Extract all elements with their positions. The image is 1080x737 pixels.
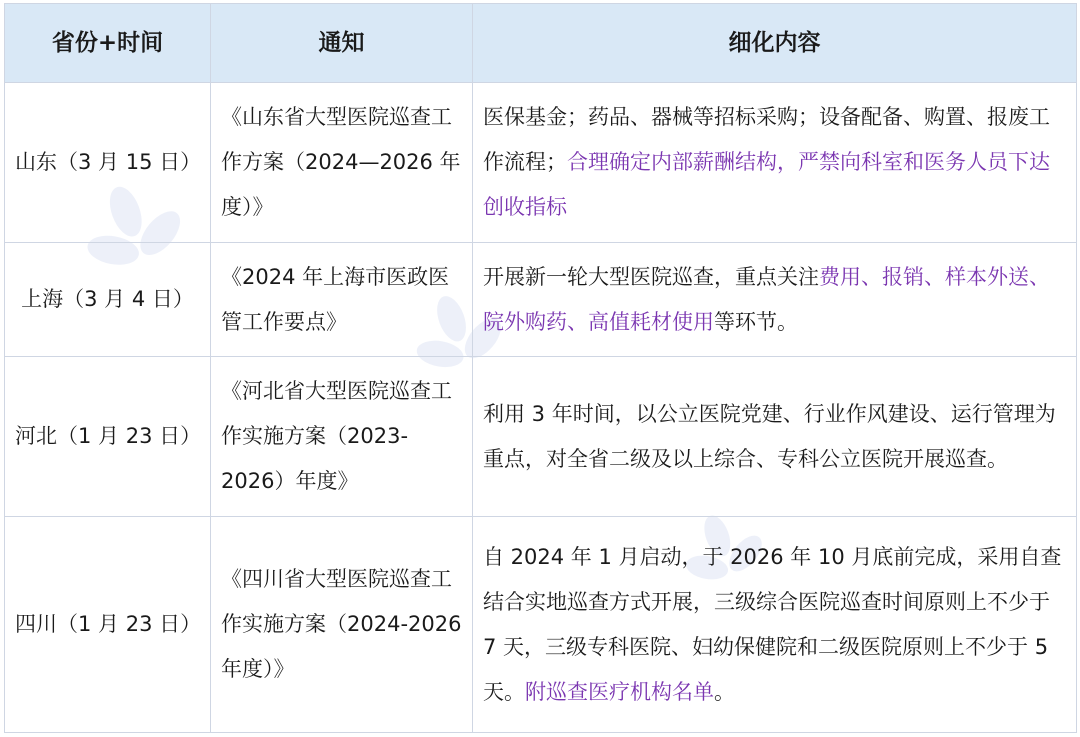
- content-text: 利用 3 年时间，以公立医院党建、行业作风建设、运行管理为重点，对全省二级及以上综合、专科公立医院开展巡查。: [483, 401, 1056, 471]
- province-cell: 山东（3 月 15 日）: [5, 83, 211, 243]
- table-row: [5, 357, 1077, 517]
- notice-cell: 《2024 年上海市医政医管工作要点》: [211, 243, 473, 357]
- table-row: [5, 83, 1077, 243]
- content-text: 。: [714, 679, 735, 704]
- content-cell: [473, 357, 1077, 517]
- notice-cell: 《四川省大型医院巡查工作实施方案（2024-2026 年度）》: [211, 517, 473, 733]
- content-text: 自 2024 年 1 月启动，于 2026 年 10 月底前完成，采用自查结合实地巡查方式开展，三级综合医院巡查时间原则上不少于 7 天，三级专科医院、妇幼保健院和二级医院原则上不少于 5 天。: [483, 544, 1062, 704]
- content-text: 医保基金；药品、器械等招标采购；设备配备、购置、报废工作流程；: [483, 105, 1050, 174]
- content-text: 等环节。: [714, 309, 798, 334]
- province-cell: 河北（1 月 23 日）: [5, 357, 211, 517]
- notice-cell: 《河北省大型医院巡查工作实施方案（2023-2026）年度》: [211, 357, 473, 517]
- notice-cell: 《山东省大型医院巡查工作方案（2024—2026 年度）》: [211, 83, 473, 243]
- content-text: 开展新一轮大型医院巡查，重点关注: [483, 264, 819, 289]
- highlighted-text: 费用、报销、样本外送、院外购药、高值耗材使用: [483, 264, 1050, 334]
- content-cell: [473, 517, 1077, 733]
- inspection-table: [4, 3, 1077, 733]
- table-header-row: [5, 4, 1077, 83]
- header-details: 细化内容: [473, 4, 1077, 83]
- content-cell: [473, 83, 1077, 243]
- header-notice: 通知: [211, 4, 473, 83]
- content-cell: [473, 243, 1077, 357]
- table-row: [5, 517, 1077, 733]
- header-province-time: 省份+时间: [5, 4, 211, 83]
- province-cell: 上海（3 月 4 日）: [5, 243, 211, 357]
- table-row: [5, 243, 1077, 357]
- highlighted-text: 附巡查医疗机构名单: [525, 679, 714, 704]
- highlighted-text: 合理确定内部薪酬结构，严禁向科室和医务人员下达创收指标: [483, 150, 1050, 219]
- province-cell: 四川（1 月 23 日）: [5, 517, 211, 733]
